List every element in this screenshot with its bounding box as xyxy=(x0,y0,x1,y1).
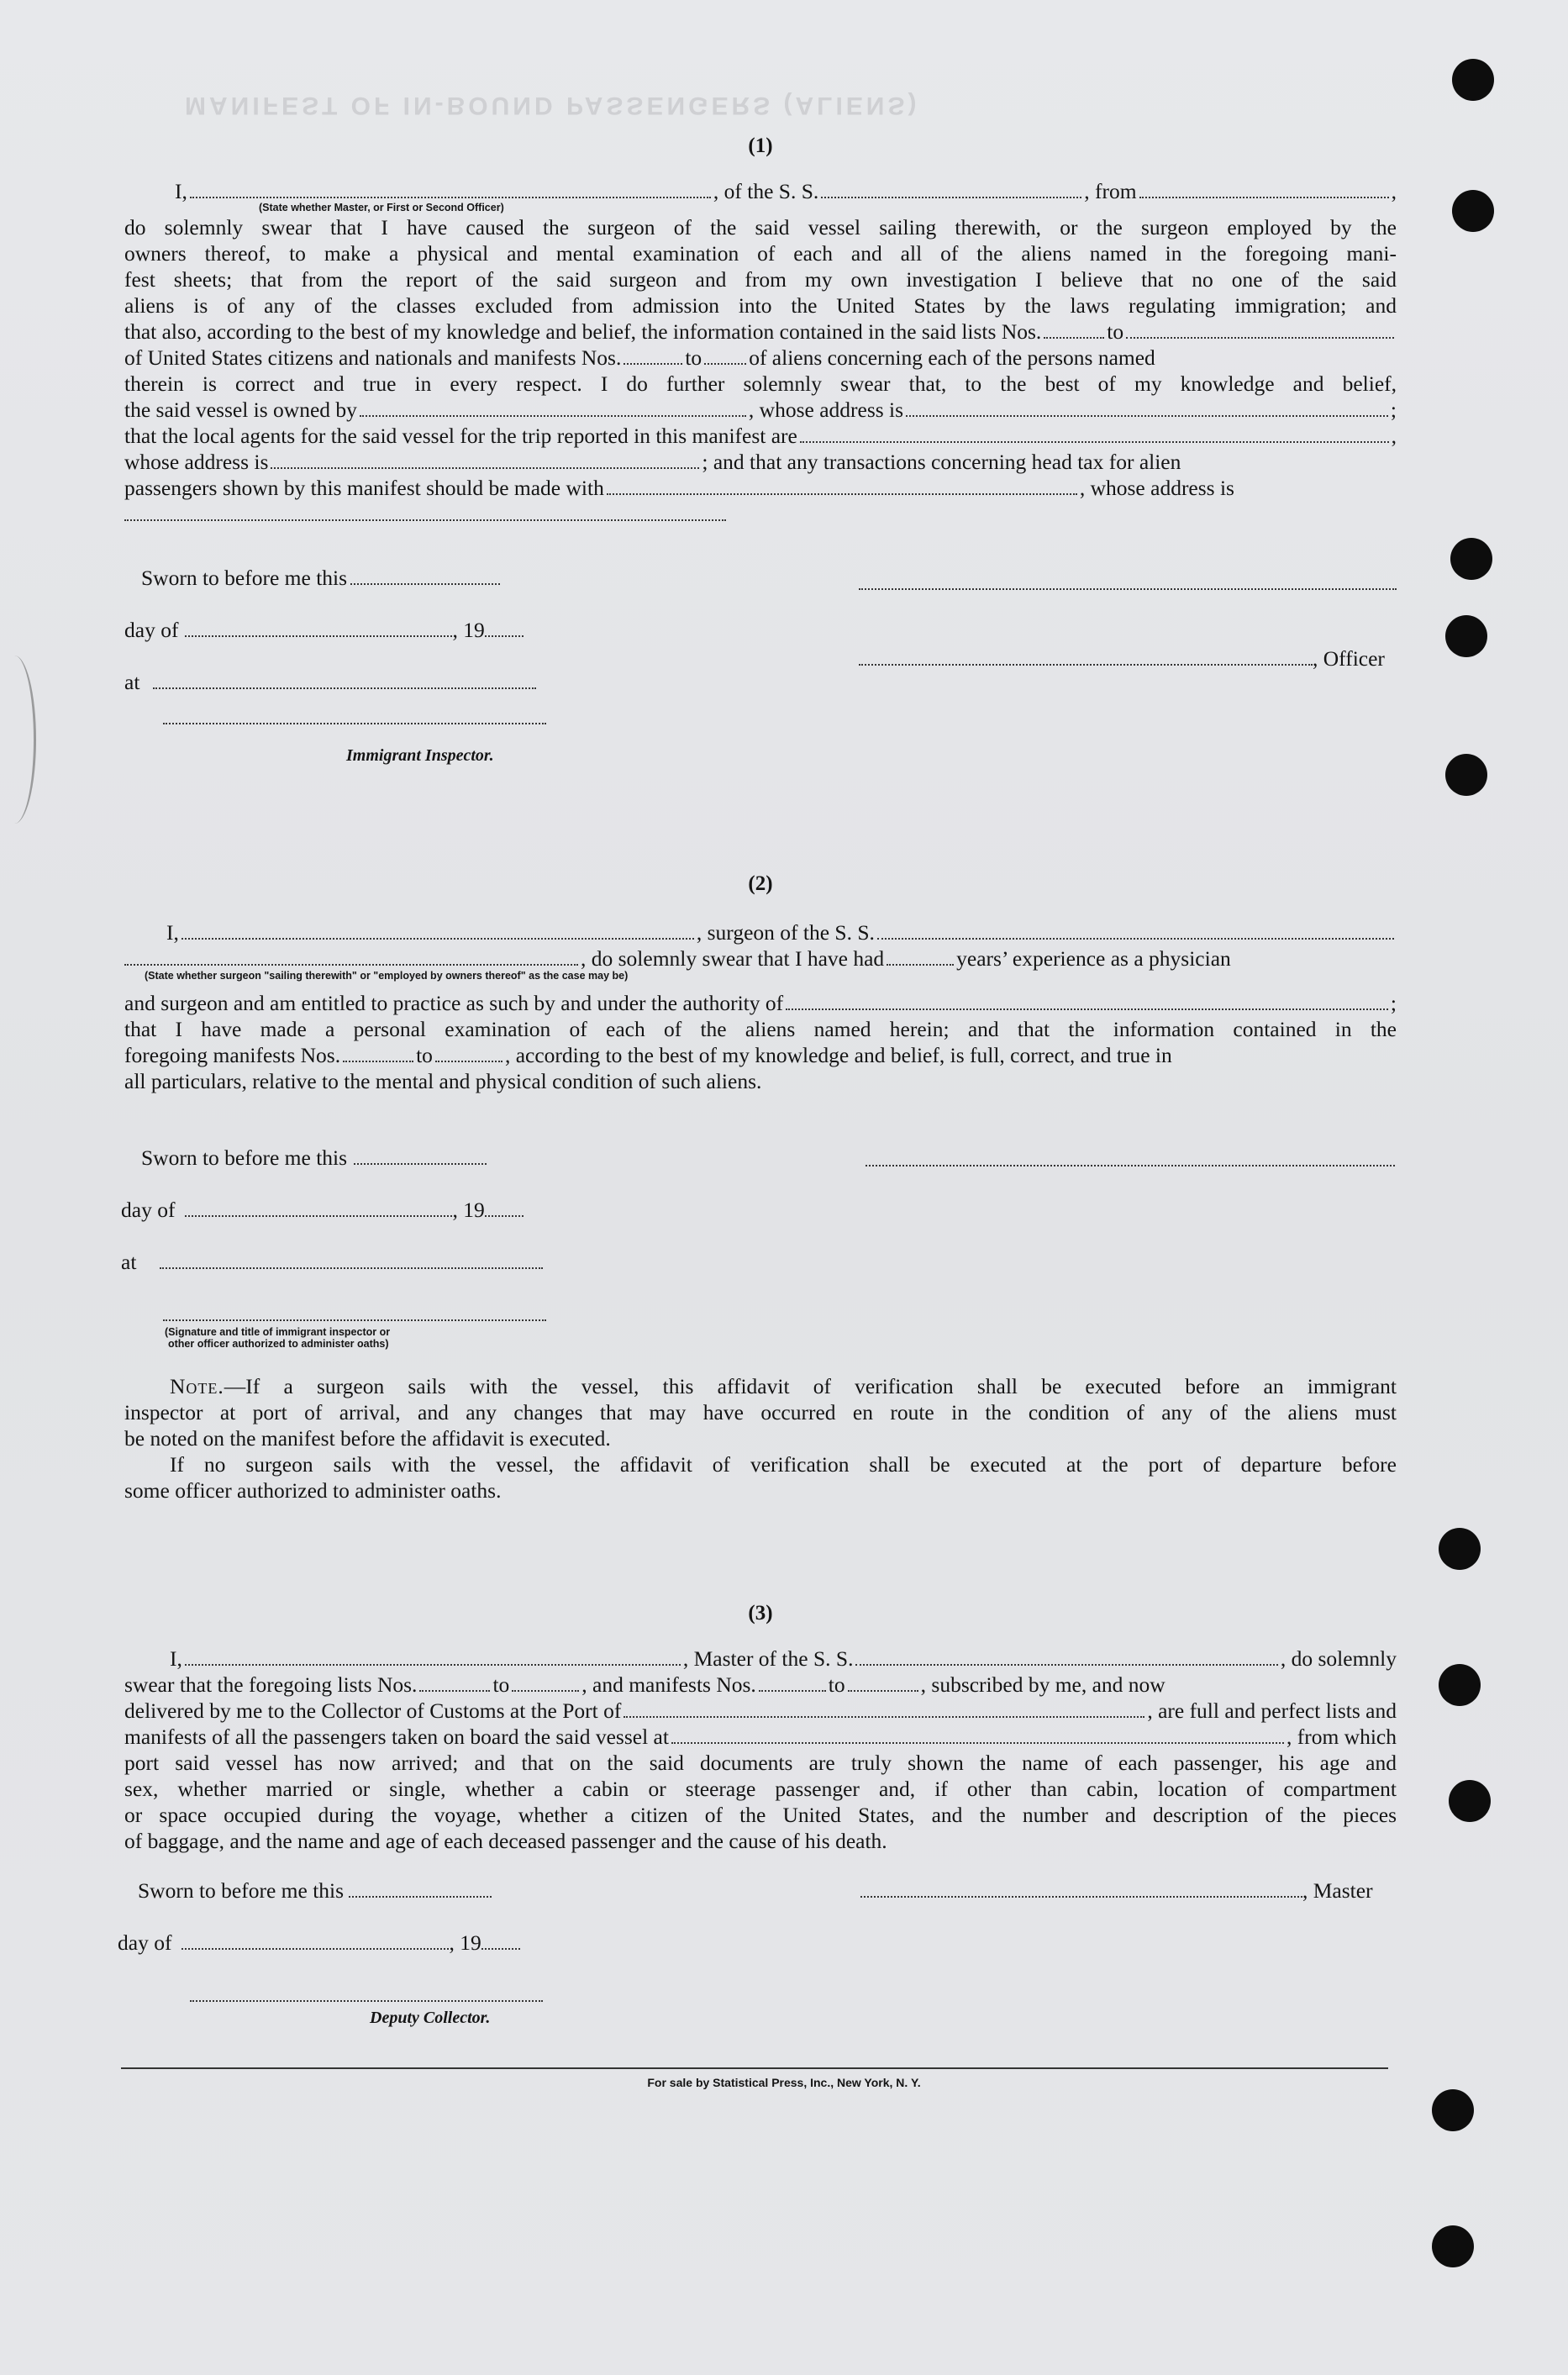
line-text: that I have made a personal examination of each of the aliens named herein; and that the information contained in the xyxy=(124,1017,1397,1041)
line-text: , whose address is xyxy=(748,398,904,422)
surgeon-experience-line xyxy=(124,945,1397,972)
master-manifests-to-field[interactable] xyxy=(848,1672,918,1692)
para-line xyxy=(124,423,1397,449)
section-2-heading: (2) xyxy=(748,872,773,895)
master-signature-field[interactable] xyxy=(860,1877,1302,1898)
year-field[interactable] xyxy=(481,1930,520,1950)
surgeon-ship-field[interactable] xyxy=(877,919,1394,940)
para-line xyxy=(124,319,1397,345)
note-line xyxy=(124,1399,1397,1425)
embarkation-port-field[interactable] xyxy=(671,1724,1284,1744)
oath-sworn-line xyxy=(141,1145,487,1171)
footer-rule xyxy=(121,2067,1388,2069)
para-line xyxy=(124,292,1397,319)
para-line xyxy=(124,1672,1397,1698)
sworn-text: Sworn to before me this xyxy=(141,566,348,590)
day-field[interactable] xyxy=(182,1930,449,1950)
line-text: of baggage, and the name and age of each deceased passenger and the cause of his death. xyxy=(124,1829,887,1853)
punch-hole xyxy=(1449,1780,1491,1822)
punch-hole xyxy=(1452,59,1494,101)
officer-text: , Officer xyxy=(1313,646,1385,671)
at-text: at xyxy=(124,670,140,694)
line-text: sex, whether married or single, whether a cabin or steerage passenger and, if other than cabin, location of compartment xyxy=(124,1777,1397,1801)
section-1-paragraph xyxy=(124,214,1397,527)
inspector-signature-line[interactable] xyxy=(163,723,546,724)
line-text: to xyxy=(492,1672,510,1697)
years-experience-field[interactable] xyxy=(887,945,954,966)
para-line xyxy=(124,1698,1397,1724)
para-line xyxy=(124,1724,1397,1750)
section-1-heading: (1) xyxy=(748,134,773,157)
para-line xyxy=(124,397,1397,423)
line-text: , and manifests Nos. xyxy=(581,1672,756,1697)
year-text: , 19 xyxy=(449,1930,481,1955)
year-text: , 19 xyxy=(452,1198,485,1222)
para-line xyxy=(124,501,1397,527)
line-text: , do solemnly swear that I have had xyxy=(581,946,885,971)
owner-field[interactable] xyxy=(360,397,746,417)
lists-from-field[interactable] xyxy=(1044,319,1104,339)
line-text: delivered by me to the Collector of Customs at the Port of xyxy=(124,1698,622,1723)
punch-hole xyxy=(1439,1664,1481,1706)
note-block xyxy=(124,1373,1397,1503)
note-line xyxy=(124,1373,1397,1399)
manifests-from-field[interactable] xyxy=(624,345,682,365)
surgeon-signature-line[interactable] xyxy=(866,1165,1395,1166)
line-text: of United States citizens and nationals and manifests Nos. xyxy=(124,345,622,370)
sworn-text: Sworn to before me this xyxy=(138,1878,345,1903)
line-text: foregoing manifests Nos. xyxy=(124,1043,341,1067)
line-text: that also, according to the best of my knowledge and belief, the information contained in the said lists Nos. xyxy=(124,319,1042,344)
day-of-text: day of xyxy=(118,1930,172,1955)
line-text: —If a surgeon sails with the vessel, this affidavit of verification shall be executed before an immigrant xyxy=(224,1374,1397,1398)
line-text: of aliens concerning each of the persons named xyxy=(749,345,1155,370)
surgeon-status-field[interactable] xyxy=(124,945,578,966)
punch-hole xyxy=(1432,2225,1474,2267)
oath-at-line xyxy=(121,1249,543,1275)
line-text: to xyxy=(828,1672,845,1697)
para-line xyxy=(124,240,1397,266)
line-text: I, xyxy=(166,920,179,945)
line-text: , from which xyxy=(1286,1725,1397,1749)
punch-hole xyxy=(1450,538,1492,580)
line-text: , xyxy=(1391,424,1397,448)
line-text: or space occupied during the voyage, whether a citizen of the United States, and the number and description of the pieces xyxy=(124,1803,1397,1827)
year-text: , 19 xyxy=(452,618,485,642)
section-3-master-declaration xyxy=(124,1600,1397,1626)
master-text: , Master xyxy=(1302,1878,1373,1903)
line-text: passengers shown by this manifest should be made with xyxy=(124,476,604,500)
surgeon-status-hint: (State whether surgeon "sailing therewith" or "employed by owners thereof" as the case may be) xyxy=(145,970,629,982)
collector-signature-line[interactable] xyxy=(190,2000,543,2002)
line-text: owners thereof, to make a physical and mental examination of each and all of the aliens named in the foregoing mani- xyxy=(124,241,1397,266)
line-text: all particulars, relative to the mental and physical condition of such aliens. xyxy=(124,1069,762,1093)
line-text: , subscribed by me, and now xyxy=(920,1672,1165,1697)
oath-day-line xyxy=(121,1197,524,1223)
line-text: , Master of the S. S. xyxy=(682,1646,854,1671)
inspector-signature-line[interactable] xyxy=(163,1319,546,1321)
officer-signature-field[interactable] xyxy=(859,645,1313,666)
para-line xyxy=(124,1646,1397,1672)
line-text: therein is correct and true in every respect. I do further solemnly swear that, to the best of my knowledge and belief, xyxy=(124,371,1397,396)
para-line xyxy=(124,1042,1397,1068)
master-ship-field[interactable] xyxy=(855,1646,1277,1666)
line-text: , from xyxy=(1084,179,1137,203)
section-1-master-affidavit xyxy=(124,133,1397,159)
sworn-date-field[interactable] xyxy=(350,565,500,585)
punch-hole xyxy=(1445,754,1487,796)
line-text: do solemnly swear that I have caused the surgeon of the said vessel sailing therewith, or the surgeon employed by the xyxy=(124,215,1397,240)
officer-title-field[interactable] xyxy=(190,178,711,198)
oath-at-line xyxy=(124,669,536,695)
line-text: ; xyxy=(1390,991,1397,1015)
punch-hole xyxy=(1432,2089,1474,2131)
note-line xyxy=(124,1477,1397,1503)
line-text: fest sheets; that from the report of the said surgeon and from my own investigation I believe that no one of the said xyxy=(124,267,1397,292)
para-line xyxy=(124,345,1397,371)
line-text: port said vessel has now arrived; and that on the said documents are truly shown the name of each passenger, his age and xyxy=(124,1751,1397,1775)
signature-caption-line: (Signature and title of immigrant inspector or xyxy=(165,1326,391,1338)
head-tax-agent-field[interactable] xyxy=(607,475,1077,495)
line-text: , whose address is xyxy=(1079,476,1234,500)
line-text: , of the S. S. xyxy=(713,179,819,203)
inspector-caption: Immigrant Inspector. xyxy=(346,746,494,765)
line-text: the said vessel is owned by xyxy=(124,398,357,422)
line-text: If no surgeon sails with the vessel, the affidavit of verification shall be executed at the port of departure before xyxy=(170,1452,1397,1477)
signature-caption xyxy=(165,1326,390,1350)
master-name-field[interactable] xyxy=(185,1646,681,1666)
officer-signature-line-1[interactable] xyxy=(859,588,1397,590)
para-line xyxy=(124,990,1397,1016)
sworn-date-field[interactable] xyxy=(354,1145,487,1165)
at-field[interactable] xyxy=(160,1249,543,1269)
oath-sworn-line xyxy=(141,565,500,591)
line-text: whose address is xyxy=(124,450,269,474)
punch-hole xyxy=(1452,190,1494,232)
at-field[interactable] xyxy=(153,669,536,689)
para-line xyxy=(124,214,1397,240)
authority-field[interactable] xyxy=(786,990,1388,1010)
line-text: ; and that any transactions concerning head tax for alien xyxy=(702,450,1181,474)
sworn-date-field[interactable] xyxy=(349,1877,492,1898)
section-1-body xyxy=(124,178,1397,527)
para-line xyxy=(124,1802,1397,1828)
surgeon-line xyxy=(124,919,1397,945)
punch-hole xyxy=(1445,615,1487,657)
section-2-body xyxy=(124,919,1397,1094)
note-line xyxy=(124,1425,1397,1451)
line-text: some officer authorized to administer oaths. xyxy=(124,1478,502,1503)
para-line xyxy=(124,1776,1397,1802)
edge-mark xyxy=(0,656,36,824)
day-of-text: day of xyxy=(124,618,179,642)
section-3-heading: (3) xyxy=(748,1602,773,1625)
line-text: to xyxy=(685,345,702,370)
line-text: ; xyxy=(1390,398,1397,422)
para-line xyxy=(124,266,1397,292)
line-text: manifests of all the passengers taken on board the said vessel at xyxy=(124,1725,669,1749)
note-line xyxy=(124,1451,1397,1477)
sworn-text: Sworn to before me this xyxy=(141,1145,348,1170)
officer-signature-row xyxy=(859,645,1385,671)
para-line xyxy=(124,371,1397,397)
line-text: inspector at port of arrival, and any changes that may have occurred en route in the condition of any of the aliens must xyxy=(124,1400,1397,1424)
line-text: and surgeon and am entitled to practice as such by and under the authority of xyxy=(124,991,784,1015)
line-text: , xyxy=(1391,179,1397,203)
line-text: , according to the best of my knowledge and belief, is full, correct, and true in xyxy=(504,1043,1172,1067)
para-line xyxy=(124,449,1397,475)
manifests-to-field[interactable] xyxy=(704,345,746,365)
line-text: I, xyxy=(170,1646,182,1671)
section-2-surgeon-affidavit xyxy=(124,871,1397,897)
oath-sworn-line xyxy=(138,1877,492,1904)
owner-address-field[interactable] xyxy=(906,397,1388,417)
day-field[interactable] xyxy=(185,1197,452,1217)
day-field[interactable] xyxy=(185,617,452,637)
officer-title-hint: (State whether Master, or First or Second Officer) xyxy=(259,202,504,213)
master-lists-from-field[interactable] xyxy=(419,1672,490,1692)
surgeon-manifests-to-field[interactable] xyxy=(435,1042,502,1062)
surgeon-name-field[interactable] xyxy=(182,919,694,940)
punch-hole xyxy=(1439,1528,1481,1570)
printer-imprint: For sale by Statistical Press, Inc., New York, N. Y. xyxy=(647,2076,921,2089)
departure-port-field[interactable] xyxy=(1139,178,1389,198)
line-text: to xyxy=(1107,319,1124,344)
master-manifests-from-field[interactable] xyxy=(759,1672,826,1692)
day-of-text: day of xyxy=(121,1198,176,1222)
lists-to-field[interactable] xyxy=(1126,319,1394,339)
para-line xyxy=(124,475,1397,501)
arrival-port-field[interactable] xyxy=(624,1698,1144,1718)
at-text: at xyxy=(121,1250,137,1274)
line-text: that the local agents for the said vessel for the trip reported in this manifest are xyxy=(124,424,797,448)
section-3-body xyxy=(124,1646,1397,1854)
ship-name-field[interactable] xyxy=(821,178,1081,198)
line-text: I, xyxy=(175,179,187,203)
line-text: aliens is of any of the classes excluded from admission into the United States by the laws regulating immigration; and xyxy=(124,293,1397,318)
oath-day-line xyxy=(118,1930,520,1956)
oath-day-line xyxy=(124,617,524,643)
para-line xyxy=(124,1750,1397,1776)
year-field[interactable] xyxy=(485,1197,524,1217)
line-text: years’ experience as a physician xyxy=(956,946,1231,971)
line-text: swear that the foregoing lists Nos. xyxy=(124,1672,418,1697)
master-lists-to-field[interactable] xyxy=(512,1672,579,1692)
line-text: be noted on the manifest before the affidavit is executed. xyxy=(124,1426,611,1451)
para-line xyxy=(124,1016,1397,1042)
collector-caption: Deputy Collector. xyxy=(370,2009,491,2027)
master-signature-row xyxy=(860,1877,1373,1904)
signature-caption-line: other officer authorized to administer oaths) xyxy=(168,1338,389,1350)
line-text: , are full and perfect lists and xyxy=(1147,1698,1397,1723)
para-line xyxy=(124,1068,1397,1094)
show-through-text: MANIFEST OF IN-BOUND PASSENGERS (ALIENS) xyxy=(185,92,920,119)
agents-address-field[interactable] xyxy=(271,449,699,469)
year-field[interactable] xyxy=(485,617,524,637)
surgeon-manifests-from-field[interactable] xyxy=(343,1042,413,1062)
local-agents-field[interactable] xyxy=(800,423,1389,443)
line-text: to xyxy=(416,1043,433,1067)
head-tax-address-field[interactable] xyxy=(124,501,726,521)
line-text: , surgeon of the S. S. xyxy=(696,920,875,945)
para-line xyxy=(124,1828,1397,1854)
officer-line xyxy=(124,178,1397,204)
line-text: , do solemnly xyxy=(1280,1646,1397,1671)
note-label: Note. xyxy=(170,1374,224,1398)
